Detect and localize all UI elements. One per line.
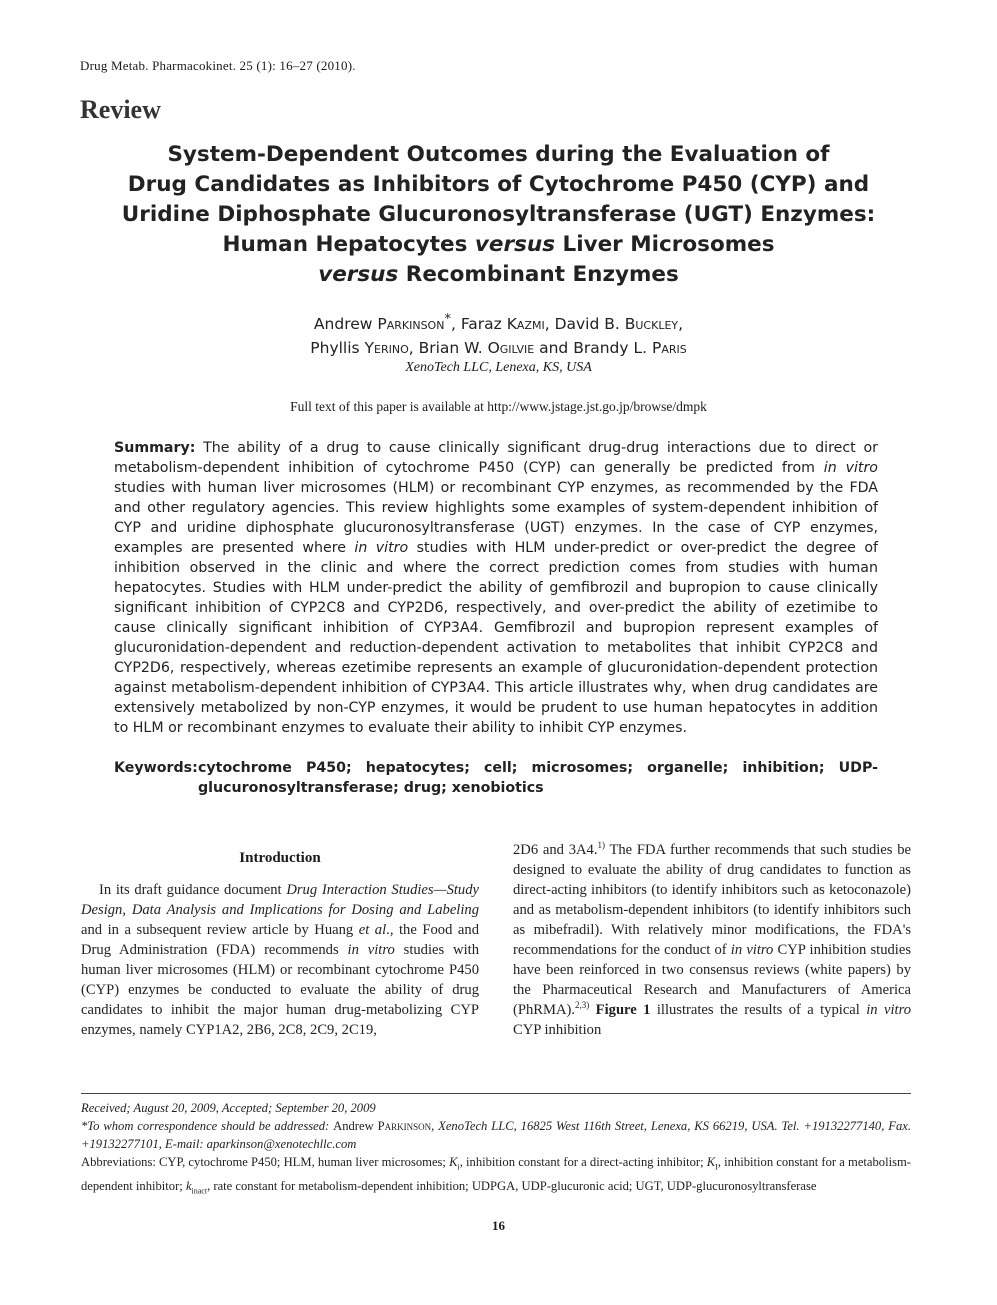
author-first: Andrew [313,315,378,333]
citation-ref: 1) [597,840,605,851]
correspondence [81,1117,911,1153]
journal-citation: Drug Metab. Pharmacokinet. 25 (1): 16–27 (2010). [80,58,356,73]
citation-ref: 2,3) [575,1000,590,1011]
summary-italic: in vitro [823,460,878,476]
body-text: In its draft guidance document [99,882,287,898]
summary-text: studies with human liver microsomes (HLM) or recombinant CYP enzymes, as recommended by the FDA and other regulatory agencies. This review highlights some examples of system-dependent inhibition of CYP and uridine diphosphate glucuronosyltransferase (UGT) enzymes. In the case of CYP enzymes, examples are presented where [114,480,878,556]
symbol-sub: I [715,1162,718,1172]
summary-text: The ability of a drug to cause clinically significant drug-drug interactions due to direct or metabolism-dependent inhibition of cytochrome P450 (CYP) can generally be predicted from [114,440,878,476]
author-last: Kazmi [506,315,545,333]
body-italic: in vitro [866,1002,912,1018]
author-last: Yerino [364,339,409,357]
title-text: Human Hepatocytes [222,232,475,257]
author-first: David B. [554,315,625,333]
author-last: Buckley [624,315,679,333]
body-column-left [81,880,479,1040]
author-sep: , [408,339,419,357]
body-italic: in vitro [347,942,395,958]
author-sep: , [678,315,684,333]
author-sep: , [544,315,555,333]
body-text: studies with human liver microsomes (HLM) or recombinant cytochrome P450 (CYP) enzymes be conducted to evaluate the ability of drug candidates to inhibit the major human drug-metabolizing CYP enzymes, namely CYP1A2, 2B6, 2C8, 2C9, 2C19, [81,942,479,1038]
section-label: Review [80,95,161,124]
footnote-italic: , XenoTech LLC, 16825 West 116th Street, Lenexa, KS 66219, USA. Tel. +19132277140, Fax. +19132277101, E-mail: aparkinson@xenotechllc.com [81,1119,911,1151]
summary-label: Summary: [114,440,196,456]
summary-abstract [114,438,878,738]
title-italic: versus [318,262,399,287]
corresponding-mark: * [444,311,451,327]
body-text: CYP inhibition studies have been reinforced in two consensus reviews (white papers) by the Pharmaceutical Research and Manufacturers of America (PhRMA). [513,942,911,1018]
body-italic: Drug Interaction Studies—Study Design, Data Analysis and Implications for Dosing and Labeling [81,882,479,918]
footnote-italic: *To whom correspondence should be addressed: [81,1119,334,1133]
body-text: illustrates the results of a typical [650,1002,867,1018]
title-italic: versus [474,232,556,257]
footnote-text: Parkinson [377,1119,432,1133]
body-column-right [513,840,911,1040]
footnote-text: Abbreviations: CYP, cytochrome P450; HLM, human liver microsomes; [81,1155,450,1169]
author-first: Faraz [460,315,507,333]
fulltext-note: Full text of this paper is available at http://www.jstage.jst.go.jp/browse/dmpk [290,399,707,414]
title-line-4 [100,230,897,260]
symbol: K [449,1155,458,1169]
summary-italic: in vitro [354,540,409,556]
author-sep: , [450,315,461,333]
author-first: Brian W. [418,339,488,357]
summary-text: studies with HLM under-predict or over-predict the degree of inhibition observed in the clinic and where the correct prediction comes from studies with human hepatocytes. Studies with HLM under-predict the ability of gemfibrozil and bupropion to cause clinically significant inhibition of CYP2C8 and CYP2D6, respectively, and over-predict the ability of ezetimibe to cause clinically significant inhibition of CYP3A4. Gemfibrozil and bupropion represent examples of glucuronidation-dependent and reduction-dependent activation to metabolites that inhibit CYP2C8 and CYP2D6, respectively, whereas ezetimibe represents an example of glucuronidation-dependent protection against metabolism-dependent inhibition of CYP3A4. This article illustrates why, when drug candidates are extensively metabolized by non-CYP enzymes, it would be prudent to use human hepatocytes in addition to HLM or recombinant enzymes to evaluate their ability to inhibit CYP enzymes. [114,540,879,736]
figure-ref: Figure 1 [589,1002,651,1018]
footnote-text: , inhibition constant for a direct-acting inhibitor; [459,1155,707,1169]
title-line-2: Drug Candidates as Inhibitors of Cytochrome P450 (CYP) and [127,172,870,197]
author-last: Ogilvie [487,339,535,357]
symbol-sub: i [457,1162,460,1172]
title-text: Recombinant Enzymes [398,262,679,287]
footnote-divider [81,1093,911,1094]
keywords-label: Keywords: [114,760,198,776]
author-line-1 [100,312,897,336]
author-first: Brandy L. [573,339,652,357]
title-line-5 [100,260,897,290]
body-text: 2D6 and 3A4. [513,842,598,858]
author-last: Paris [651,339,687,357]
symbol: K [706,1155,716,1169]
affiliation: XenoTech LLC, Lenexa, KS, USA [405,360,592,375]
received-dates: Received; August 20, 2009, Accepted; September 20, 2009 [81,1101,376,1115]
author-last: Parkinson [377,315,445,333]
title-text: Liver Microsomes [555,232,775,257]
abbreviations [81,1153,911,1200]
body-text: and in a subsequent review article by Huang [81,922,359,938]
body-italic: et al [358,922,387,938]
footnote-text: , inhibition constant for a metabolism-dependent inhibitor; [81,1155,911,1193]
title-line-1: System-Dependent Outcomes during the Evaluation of [167,142,830,167]
article-title [100,140,897,290]
page-number: 16 [492,1218,505,1233]
body-italic: in vitro [730,942,774,958]
author-sep: and [534,339,574,357]
body-text: CYP inhibition [513,1022,602,1038]
author-first: Phyllis [310,339,365,357]
body-text: ., the Food and Drug Administration (FDA) recommends [81,922,479,958]
author-list [100,312,897,360]
footnote-text: Andrew [333,1119,378,1133]
author-line-2 [100,336,897,360]
title-line-3: Uridine Diphosphate Glucuronosyltransferase (UGT) Enzymes: [121,202,876,227]
footnotes [81,1099,911,1200]
symbol: k [185,1178,192,1193]
section-heading-introduction: Introduction [239,850,321,866]
body-text: The FDA further recommends that such studies be designed to evaluate the ability of drug candidates to function as direct-acting inhibitors (to identify inhibitors such as ketoconazole) and as metabolism-dependent inhibitors (to identify inhibitors such as mibefradil). With relatively minor modifications, the FDA's recommendations for the conduct of [513,842,911,958]
symbol-sub: inact [191,1186,208,1196]
footnote-text: , rate constant for metabolism-dependent inhibition; UDPGA, UDP-glucuronic acid; UGT, UDP-glucuronosyltransferase [207,1178,817,1193]
keywords-list: cytochrome P450; hepatocytes; cell; microsomes; organelle; inhibition; UDP-glucuronosyltransferase; drug; xenobiotics [198,760,878,796]
